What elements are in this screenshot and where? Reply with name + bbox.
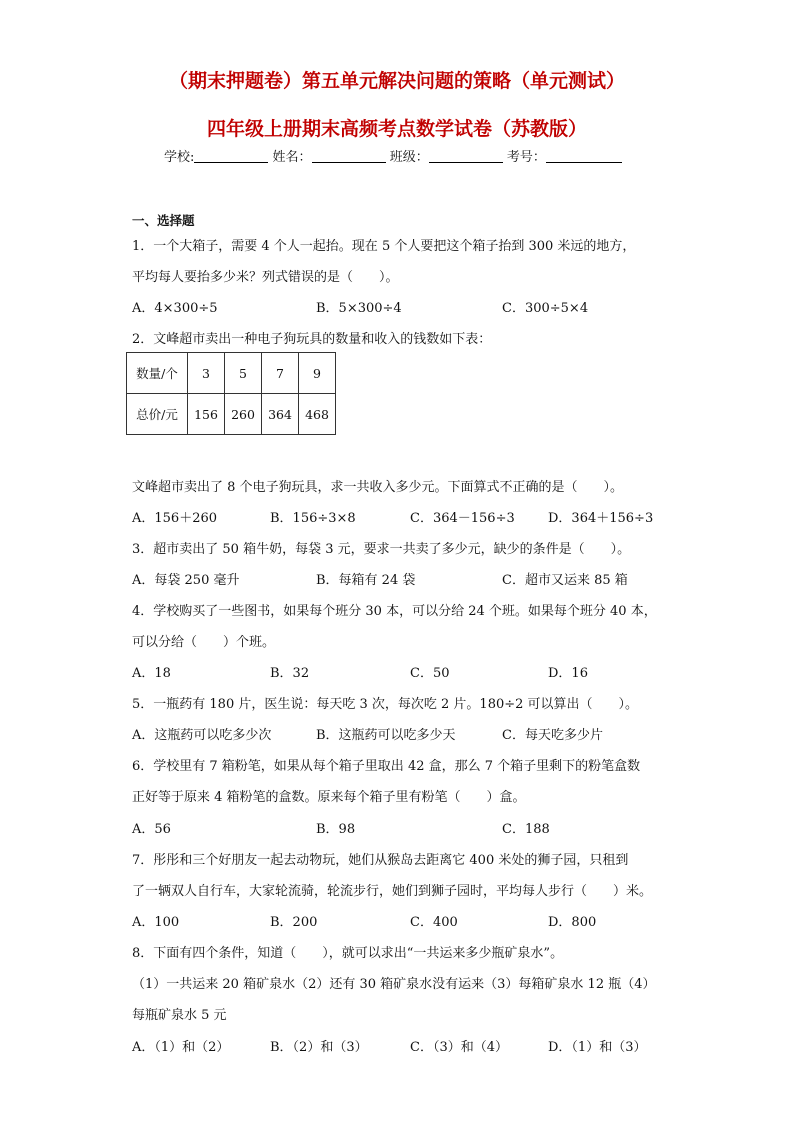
table-cell: 5 [225, 353, 262, 394]
table-cell: 468 [299, 394, 336, 435]
table-cell: 3 [188, 353, 225, 394]
question-5-stem: 5．一瓶药有 180 片，医生说：每天吃 3 次，每次吃 2 片。180÷2 可以算出（ ）。 [132, 697, 639, 712]
question-2-option-b[interactable]: B．156÷3×8 [270, 511, 356, 526]
table-cell: 9 [299, 353, 336, 394]
question-7-option-b[interactable]: B．200 [270, 915, 318, 930]
question-2-stem: 2．文峰超市卖出一种电子狗玩具的数量和收入的钱数如下表： [132, 332, 492, 347]
question-3-option-b[interactable]: B．每箱有 24 袋 [316, 573, 416, 588]
question-4-option-b[interactable]: B．32 [270, 666, 310, 681]
question-1-option-c[interactable]: C．300÷5×4 [502, 301, 589, 316]
table-cell: 总价/元 [127, 394, 188, 435]
table-row [127, 353, 336, 394]
student-info-row [164, 146, 622, 165]
section-heading-choice: 一、选择题 [132, 213, 195, 228]
table-row [127, 394, 336, 435]
question-1-line1: 1．一个大箱子，需要 4 个人一起抬。现在 5 个人要把这个箱子抬到 300 米远的地方， [132, 239, 636, 254]
table-cell: 156 [188, 394, 225, 435]
question-5-option-c[interactable]: C．每天吃多少片 [502, 728, 603, 743]
question-8-option-b[interactable]: B．（2）和（3） [270, 1040, 368, 1055]
question-8-option-d[interactable]: D．（1）和（3） [548, 1040, 647, 1055]
school-blank[interactable] [194, 150, 268, 163]
question-7-option-d[interactable]: D．800 [548, 915, 597, 930]
question-4-option-c[interactable]: C．50 [410, 666, 450, 681]
question-7-line2: 了一辆双人自行车，大家轮流骑，轮流步行，她们到狮子园时，平均每人步行（ ）米。 [132, 884, 653, 899]
exam-title-line2: 四年级上册期末高频考点数学试卷（苏教版） [206, 118, 587, 140]
question-6-line1: 6．学校里有 7 箱粉笔，如果从每个箱子里取出 42 盒，那么 7 个箱子里剩下的粉笔盒数 [132, 759, 641, 774]
question-5-option-a[interactable]: A．这瓶药可以吃多少次 [132, 728, 272, 743]
question-4-line2: 可以分给（ ）个班。 [132, 635, 276, 650]
exam-title-line1: （期末押题卷）第五单元解决问题的策略（单元测试） [168, 70, 625, 92]
exam-number-blank[interactable] [546, 150, 622, 163]
question-8-option-a[interactable]: A．（1）和（2） [132, 1040, 230, 1055]
question-8-option-c[interactable]: C．（3）和（4） [410, 1040, 508, 1055]
question-2-line2: 文峰超市卖出了 8 个电子狗玩具，求一共收入多少元。下面算式不正确的是（ ）。 [132, 480, 624, 495]
table-cell: 7 [262, 353, 299, 394]
school-label: 学校: [164, 150, 195, 165]
table-cell: 数量/个 [127, 353, 188, 394]
class-blank[interactable] [429, 150, 503, 163]
question-2-option-a[interactable]: A．156＋260 [132, 511, 218, 526]
question-4-option-a[interactable]: A．18 [132, 666, 171, 681]
name-label: 姓名： [272, 150, 312, 165]
question-7-option-c[interactable]: C．400 [410, 915, 458, 930]
question-1-line2: 平均每人要抬多少米？列式错误的是（ ）。 [132, 270, 399, 285]
question-3-stem: 3．超市卖出了 50 箱牛奶，每袋 3 元，要求一共卖了多少元，缺少的条件是（ ）。 [132, 542, 631, 557]
question-8-line1: 8．下面有四个条件，知道（ ），就可以求出“一共运来多少瓶矿泉水”。 [132, 946, 564, 961]
question-4-option-d[interactable]: D．16 [548, 666, 588, 681]
name-blank[interactable] [312, 150, 386, 163]
question-7-line1: 7．彤彤和三个好朋友一起去动物玩，她们从猴岛去距离它 400 米处的狮子园，只租到 [132, 853, 629, 868]
question-6-option-b[interactable]: B．98 [316, 822, 356, 837]
question-4-line1: 4．学校购买了一些图书，如果每个班分 30 本，可以分给 24 个班。如果每个班分 40 本， [132, 604, 657, 619]
question-8-line3: 每瓶矿泉水 5 元 [132, 1008, 227, 1023]
exam-number-label: 考号： [506, 150, 546, 165]
question-8-line2: （1）一共运来 20 箱矿泉水（2）还有 30 箱矿泉水没有运来（3）每箱矿泉水 12 瓶（4） [132, 977, 656, 992]
question-5-option-b[interactable]: B．这瓶药可以吃多少天 [316, 728, 456, 743]
question-1-option-b[interactable]: B．5×300÷4 [316, 301, 402, 316]
question-7-option-a[interactable]: A．100 [132, 915, 180, 930]
question-6-line2: 正好等于原来 4 箱粉笔的盒数。原来每个箱子里有粉笔（ ）盒。 [132, 790, 526, 805]
question-3-option-a[interactable]: A．每袋 250 毫升 [132, 573, 240, 588]
question-6-option-a[interactable]: A．56 [132, 822, 171, 837]
question-3-option-c[interactable]: C．超市又运来 85 箱 [502, 573, 628, 588]
question-2-option-d[interactable]: D．364＋156÷3 [548, 511, 654, 526]
class-label: 班级： [389, 150, 429, 165]
question-2-option-c[interactable]: C．364－156÷3 [410, 511, 515, 526]
question-1-option-a[interactable]: A．4×300÷5 [132, 301, 218, 316]
question-2-price-table [126, 352, 336, 435]
table-cell: 364 [262, 394, 299, 435]
question-6-option-c[interactable]: C．188 [502, 822, 550, 837]
table-cell: 260 [225, 394, 262, 435]
